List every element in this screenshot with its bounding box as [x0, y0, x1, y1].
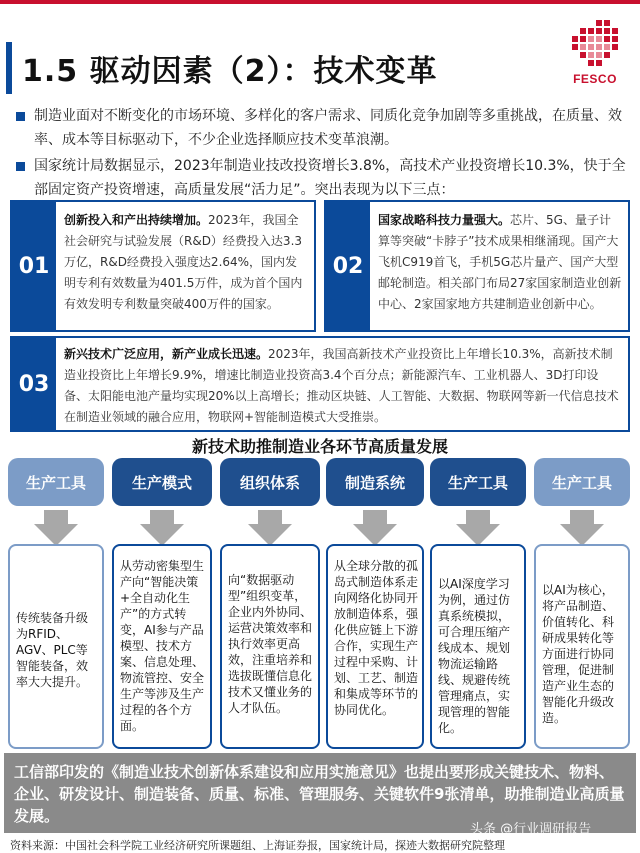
column-box: [326, 544, 424, 749]
column-text: 传统装备升级为RFID、AGV、PLC等智能装备，效率大大提升。: [16, 611, 89, 689]
column-text: 从劳动密集型生产向“智能决策+全自动化生产”的方式转变，AI参与产品模型、技术方案、信息处理、物流管控、安全生产等涉及生产过程的各个方面。: [120, 559, 205, 733]
column-box: [430, 544, 526, 749]
logo-text: FESCO: [573, 72, 617, 86]
bullet-item: 制造业面对不断变化的市场环境、多样化的客户需求、同质化竞争加剧等多重挑战，在质量、效率、成本等目标驱动下，不少企业选择顺应技术变革浪潮。: [14, 104, 626, 152]
down-arrow-icon: [560, 510, 604, 546]
section-title: 新技术助推制造业各环节高质量发展: [191, 437, 448, 456]
column-text: 从全球分散的孤岛式制造体系走向网络化协同开放制造体系，强化供应链上下游合作，实现生产过程中采购、计划、工艺、制造和集成等环节的协同优化。: [334, 559, 419, 717]
column-head: 生产工具: [430, 458, 526, 506]
down-arrow-icon: [353, 510, 397, 546]
card-text: 2023年，我国高新技术产业投资比上年增长10.3%，高新技术制造业投资比上年增长9.9%，增速比制造业投资高3.4个百分点；新能源汽车、工业机器人、3D打印设备、太阳能电池产量均实现20%以上高增长；推动区块链、人工智能、大数据、物联网等新一代信息技术在制造业领域的融合应用，物联网+智能制造模式大受推崇。: [64, 347, 619, 424]
card-lead: 新兴技术广泛应用，新产业成长迅速。: [64, 347, 269, 361]
intro-bullets: [14, 104, 626, 204]
card-number: 01: [12, 202, 56, 330]
column-head: 组织体系: [220, 458, 320, 506]
title-accent-bar: [6, 42, 12, 94]
column-box: [8, 544, 104, 749]
column-text: 以AI深度学习为例，通过仿真系统模拟，可合理压缩产线成本、规划物流运输路线、规避传统管理痛点，实现管理的智能化。: [438, 577, 511, 735]
highlight-card-03: [10, 336, 630, 432]
bullet-item: 国家统计局数据显示，2023年制造业技改投资增长3.8%，高技术产业投资增长10.3%，快于全部固定资产投资增速，高质量发展“活力足”。突出表现为以下三点：: [14, 154, 626, 202]
card-body: [378, 210, 622, 315]
card-text: 2023年，我国全社会研究与试验发展（R&D）经费投入达3.3万亿，R&D经费投入强度达2.64%，国内发明专利有效数量为401.5万件，成为首个国内有效发明专利数量突破400万件的国家。: [64, 213, 303, 311]
column-head: 生产工具: [534, 458, 630, 506]
fesco-logo: [566, 20, 624, 92]
down-arrow-icon: [34, 510, 78, 546]
down-arrow-icon: [140, 510, 184, 546]
column-box: [220, 544, 320, 749]
column-text: 向“数据驱动型”组织变革，企业内外协同、运营决策效率和执行效率更高效，注重培养和选拔既懂信息化技术又懂业务的人才队伍。: [228, 573, 313, 715]
card-lead: 国家战略科技力量强大。: [378, 213, 511, 227]
card-text: 芯片、5G、量子计算等突破“卡脖子”技术成果相继涌现。国产大飞机C919首飞，手机5G芯片量产、国产大型邮轮制造。相关部门布局27家国家制造业创新中心、2家国家地方共建制造业创新中心。: [378, 213, 622, 311]
column-box: [534, 544, 630, 749]
card-number: 02: [326, 202, 370, 330]
watermark: 头条 @行业调研报告: [470, 822, 592, 837]
card-body: [64, 344, 622, 428]
column-head: 生产模式: [112, 458, 212, 506]
column-box: [112, 544, 212, 749]
column-head: 制造系统: [326, 458, 424, 506]
highlight-card-01: [10, 200, 316, 332]
page-title: 1.5 驱动因素（2）：技术变革: [22, 54, 438, 89]
top-accent-bar: [0, 0, 640, 4]
column-head: 生产工具: [8, 458, 104, 506]
source-note: 资料来源：中国社会科学院工业经济研究所课题组、上海证券报，国家统计局，探迹大数据研究院整理: [10, 839, 505, 852]
card-number: 03: [12, 338, 56, 430]
card-lead: 创新投入和产出持续增加。: [64, 213, 209, 227]
highlight-card-02: [324, 200, 630, 332]
down-arrow-icon: [456, 510, 500, 546]
card-body: [64, 210, 308, 315]
logo-grid-icon: [572, 20, 618, 66]
column-text: 以AI为核心，将产品制造、价值转化、科研成果转化等方面进行协同管理，促进制造产业生态的智能化升级改造。: [542, 583, 615, 725]
down-arrow-icon: [248, 510, 292, 546]
policy-text: 工信部印发的《制造业技术创新体系建设和应用实施意见》也提出要形成关键技术、物料、企业、研发设计、制造装备、质量、标准、管理服务、关键软件9张清单，助推制造业高质量发展。: [14, 763, 625, 825]
